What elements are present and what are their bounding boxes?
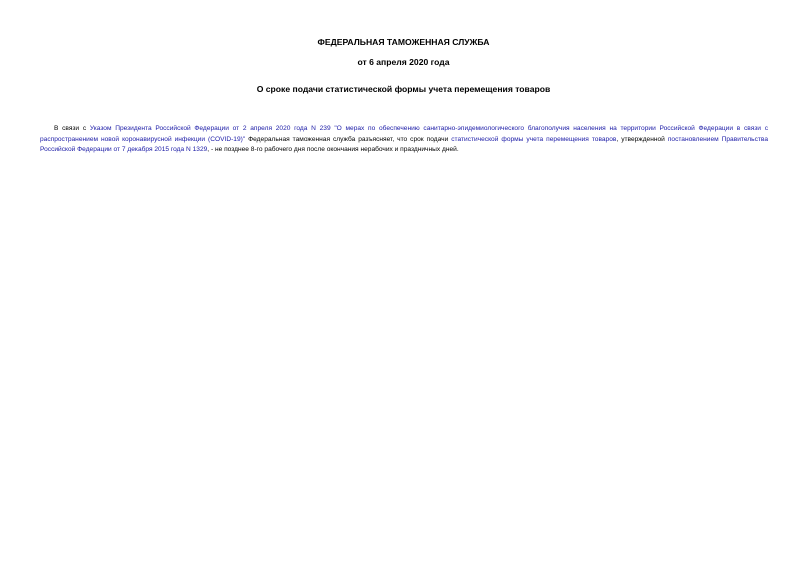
statistical-form-link[interactable]: статистической формы учета перемещения товаров <box>451 135 617 143</box>
government-resolution-link[interactable]: постановлением Правительства Российской Федерации от 7 декабря 2015 года N 1329 <box>40 135 769 153</box>
body-paragraph <box>40 124 768 156</box>
paragraph-text: Федеральная таможенная служба разъясняет, что срок подачи <box>245 135 452 143</box>
document-title: О сроке подачи статистической формы учета перемещения товаров <box>256 84 551 94</box>
paragraph-text: , утвержденной <box>616 135 668 143</box>
document-date: от 6 апреля 2020 года <box>357 57 450 67</box>
paragraph-text: В связи с <box>54 125 90 132</box>
decree-link[interactable]: Указом Президента Российской Федерации от 2 апреля 2020 года N 239 "О мерах по обеспечению санитарно-эпидемиологического благополучия населения на территории Российской Федерации в связи с распространением новой коронавирусной инфекции (COVID-19)" <box>40 125 768 143</box>
paragraph-text: , - не позднее 8-го рабочего дня после окончания нерабочих и праздничных дней. <box>207 146 459 153</box>
organization-heading: ФЕДЕРАЛЬНАЯ ТАМОЖЕННАЯ СЛУЖБА <box>317 37 490 47</box>
